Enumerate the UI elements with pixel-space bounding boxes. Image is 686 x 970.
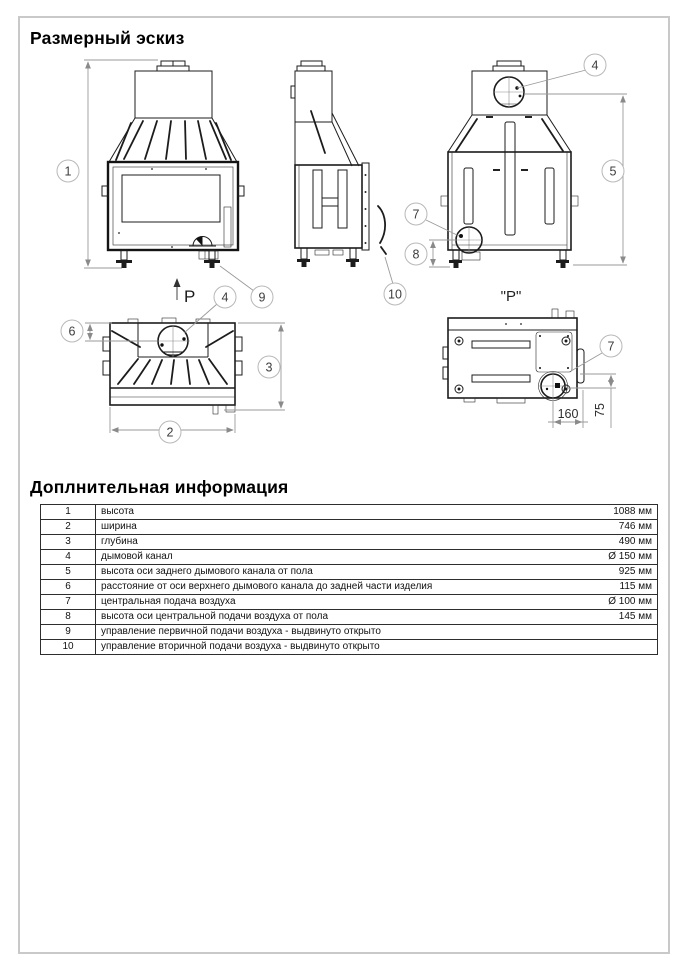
callout-9 — [251, 286, 273, 308]
callout-10 — [384, 283, 406, 305]
table-row — [41, 610, 658, 625]
row-desc: управление первичной подачи воздуха - выдвинуто открыто — [96, 625, 562, 640]
info-section-title: Доплнительная информация — [30, 477, 289, 497]
row-desc: высота оси центральной подачи воздуха от пола — [96, 610, 562, 625]
secondary-air-lever — [378, 206, 385, 243]
row-desc: ширина — [96, 520, 562, 535]
row-num: 4 — [41, 550, 96, 565]
row-desc: высота оси заднего дымового канала от пола — [96, 565, 562, 580]
svg-text:3: 3 — [265, 360, 273, 375]
callout-6 — [61, 320, 83, 342]
row-desc: глубина — [96, 535, 562, 550]
table-row — [41, 550, 658, 565]
callout-4-back — [584, 54, 606, 76]
callout-4-plan — [214, 286, 236, 308]
additional-info-table — [40, 504, 658, 655]
dim-75-label: 75 — [593, 403, 607, 417]
callout-8 — [405, 243, 427, 265]
svg-text:7: 7 — [412, 207, 420, 222]
svg-text:8: 8 — [412, 247, 420, 262]
table-row — [41, 535, 658, 550]
table-row — [41, 640, 658, 655]
row-desc: управление вторичной подачи воздуха - выдвинуто открыто — [96, 640, 562, 655]
svg-text:4: 4 — [221, 290, 229, 305]
row-value: 115 мм — [561, 580, 658, 595]
row-desc: дымовой канал — [96, 550, 562, 565]
row-value: 490 мм — [561, 535, 658, 550]
row-num: 9 — [41, 625, 96, 640]
svg-text:4: 4 — [591, 58, 599, 73]
row-num: 1 — [41, 505, 96, 520]
row-num: 3 — [41, 535, 96, 550]
callout-1 — [57, 160, 79, 182]
callout-3 — [258, 356, 280, 378]
p-view-label: "P" — [500, 288, 522, 305]
callout-5 — [602, 160, 624, 182]
dimensional-sketch-drawing — [0, 0, 686, 470]
row-value: Ø 100 мм — [561, 595, 658, 610]
callout-7-back — [405, 203, 427, 225]
callout-2 — [159, 421, 181, 443]
svg-text:1: 1 — [64, 164, 72, 179]
dim-160-label: 160 — [557, 407, 579, 421]
svg-text:2: 2 — [166, 425, 174, 440]
side-view — [291, 61, 386, 267]
row-value: 1088 мм — [561, 505, 658, 520]
back-view — [429, 58, 627, 268]
svg-text:9: 9 — [258, 290, 266, 305]
table-row — [41, 505, 658, 520]
callout-7-bottom — [600, 335, 622, 357]
row-desc: высота — [96, 505, 562, 520]
row-num: 2 — [41, 520, 96, 535]
row-value — [561, 640, 658, 655]
svg-text:7: 7 — [607, 339, 615, 354]
row-num: 6 — [41, 580, 96, 595]
row-num: 8 — [41, 610, 96, 625]
row-desc: центральная подача воздуха — [96, 595, 562, 610]
row-num: 5 — [41, 565, 96, 580]
table-row — [41, 520, 658, 535]
row-desc: расстояние от оси верхнего дымового канала до задней части изделия — [96, 580, 562, 595]
table-row — [41, 565, 658, 580]
row-value — [561, 625, 658, 640]
row-value: 746 мм — [561, 520, 658, 535]
row-num: 7 — [41, 595, 96, 610]
view-direction-label: P — [184, 287, 196, 306]
access-panel — [536, 332, 572, 372]
row-num: 10 — [41, 640, 96, 655]
table-row — [41, 595, 658, 610]
table-row — [41, 580, 658, 595]
row-value: Ø 150 мм — [561, 550, 658, 565]
table-row — [41, 625, 658, 640]
row-value: 145 мм — [561, 610, 658, 625]
sketch-section-title: Размерный эскиз — [30, 28, 185, 48]
svg-text:5: 5 — [609, 164, 617, 179]
row-value: 925 мм — [561, 565, 658, 580]
p-bottom-view — [443, 288, 616, 428]
front-view — [84, 60, 244, 268]
svg-text:10: 10 — [388, 287, 402, 302]
svg-text:6: 6 — [68, 324, 76, 339]
